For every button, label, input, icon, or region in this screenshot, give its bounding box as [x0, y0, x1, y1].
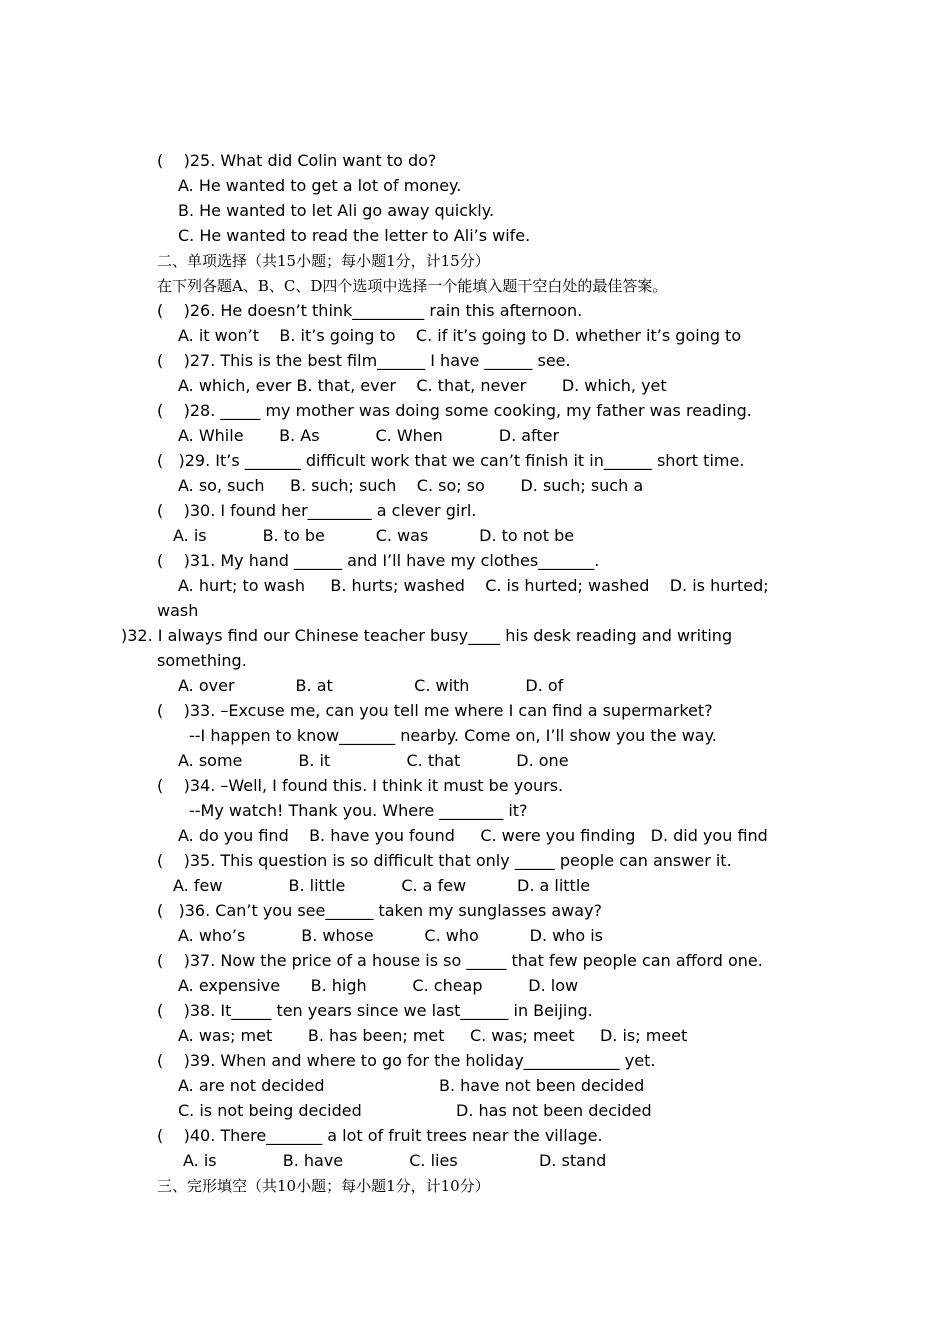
- option-line: B. He wanted to let Ali go away quickly.: [178, 201, 495, 220]
- section-instruction: 在下列各题A、B、C、D四个选项中选择一个能填入题干空白处的最佳答案。: [157, 277, 668, 295]
- question-28: ( )28. _____ my mother was doing some cooking, my father was reading.: [157, 401, 752, 420]
- dialogue-line: --I happen to know_______ nearby. Come on, I’ll show you the way.: [189, 726, 717, 745]
- question-38: ( )38. It_____ ten years since we last______ in Beijing.: [157, 1001, 593, 1020]
- question-34: ( )34. –Well, I found this. I think it must be yours.: [157, 776, 564, 795]
- option-line: A. some B. it C. that D. one: [178, 751, 569, 770]
- option-c: C. is not being decided: [178, 1101, 362, 1120]
- option-line: A. While B. As C. When D. after: [178, 426, 560, 445]
- option-line: A. is B. have C. lies D. stand: [183, 1151, 607, 1170]
- option-line-wrap: wash: [157, 601, 199, 620]
- option-line: A. was; met B. has been; met C. was; meet D. is; meet: [178, 1026, 688, 1045]
- option-line: C. He wanted to read the letter to Ali’s wife.: [178, 226, 531, 245]
- option-line: A. hurt; to wash B. hurts; washed C. is hurted; washed D. is hurted;: [178, 576, 769, 595]
- option-line: A. few B. little C. a few D. a little: [173, 876, 591, 895]
- question-35: ( )35. This question is so difficult that only _____ people can answer it.: [157, 851, 732, 870]
- option-line: A. over B. at C. with D. of: [178, 676, 564, 695]
- option-line: A. He wanted to get a lot of money.: [178, 176, 462, 195]
- option-d: D. has not been decided: [456, 1101, 652, 1120]
- option-a: A. are not decided: [178, 1076, 325, 1095]
- section-heading: 二、单项选择（共15小题；每小题1分，计15分）: [157, 252, 490, 270]
- question-31: ( )31. My hand ______ and I’ll have my clothes_______.: [157, 551, 600, 570]
- option-line: A. so, such B. such; such C. so; so D. such; such a: [178, 476, 644, 495]
- option-line: A. do you find B. have you found C. were you finding D. did you find: [178, 826, 768, 845]
- option-line: A. is B. to be C. was D. to not be: [173, 526, 575, 545]
- question-32: )32. I always find our Chinese teacher busy____ his desk reading and writing: [121, 626, 733, 645]
- option-line: A. which, ever B. that, ever C. that, never D. which, yet: [178, 376, 667, 395]
- option-line: A. who’s B. whose C. who D. who is: [178, 926, 604, 945]
- question-25: ( )25. What did Colin want to do?: [157, 151, 437, 170]
- question-30: ( )30. I found her________ a clever girl.: [157, 501, 477, 520]
- section-heading: 三、完形填空（共10小题；每小题1分，计10分）: [157, 1177, 490, 1195]
- option-line: A. expensive B. high C. cheap D. low: [178, 976, 579, 995]
- question-33: ( )33. –Excuse me, can you tell me where I can find a supermarket?: [157, 701, 713, 720]
- question-27: ( )27. This is the best film______ I have ______ see.: [157, 351, 571, 370]
- question-37: ( )37. Now the price of a house is so _____ that few people can afford one.: [157, 951, 763, 970]
- option-line: A. it won’t B. it’s going to C. if it’s going to D. whether it’s going to: [178, 326, 742, 345]
- question-32-wrap: something.: [157, 651, 247, 670]
- question-26: ( )26. He doesn’t think_________ rain this afternoon.: [157, 301, 583, 320]
- question-40: ( )40. There_______ a lot of fruit trees near the village.: [157, 1126, 603, 1145]
- question-39: ( )39. When and where to go for the holiday____________ yet.: [157, 1051, 656, 1070]
- question-36: ( )36. Can’t you see______ taken my sunglasses away?: [157, 901, 603, 920]
- option-b: B. have not been decided: [439, 1076, 645, 1095]
- question-29: ( )29. It’s _______ difficult work that we can’t finish it in______ short time.: [157, 451, 745, 470]
- dialogue-line: --My watch! Thank you. Where ________ it?: [189, 801, 528, 820]
